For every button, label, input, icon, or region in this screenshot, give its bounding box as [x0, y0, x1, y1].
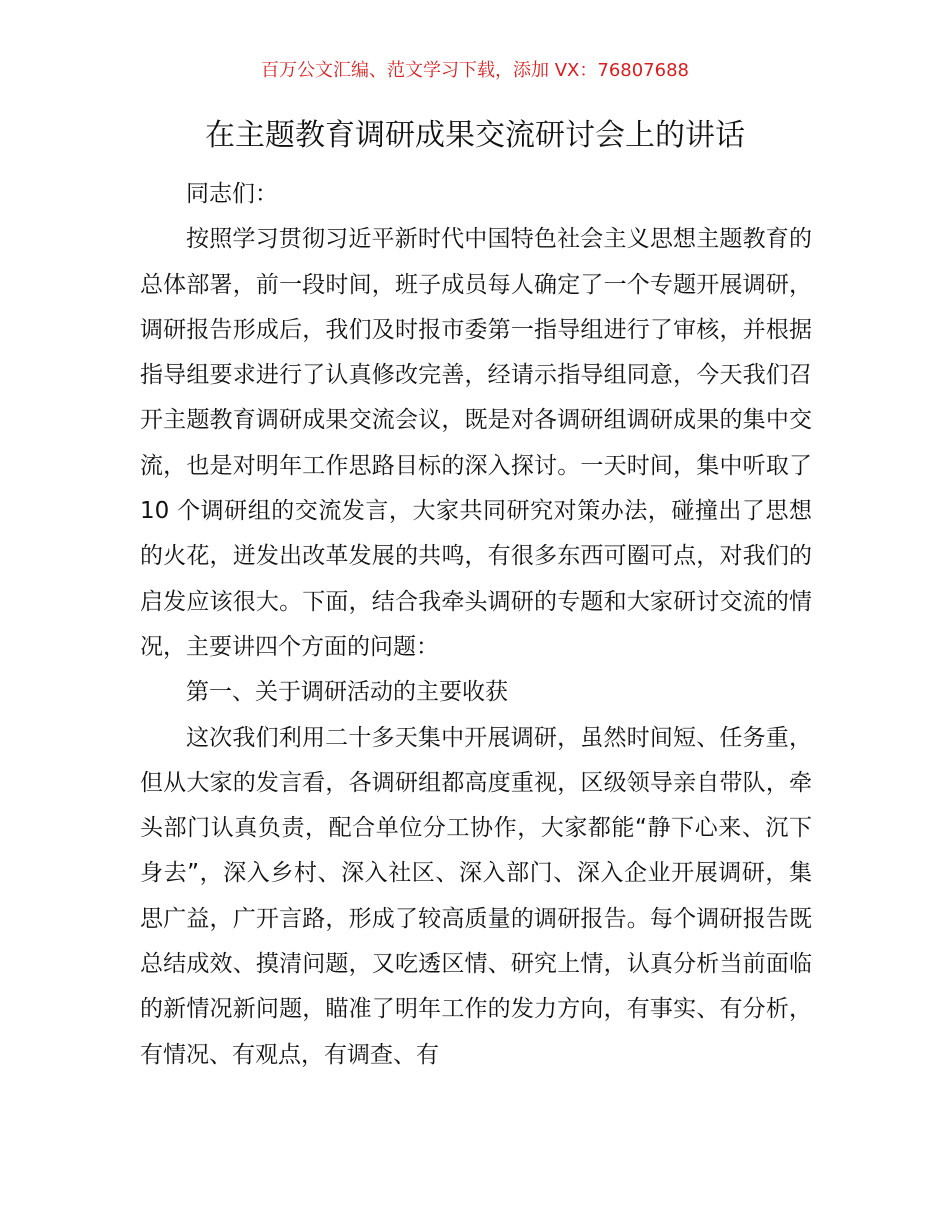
- section-heading: 第一、关于调研活动的主要收获: [186, 679, 508, 706]
- document-title: 在主题教育调研成果交流研讨会上的讲话: [205, 118, 745, 153]
- paragraph-harvest: 这次我们利用二十多天集中开展调研，虽然时间短、任务重，但从大家的发言看，各调研组都高度重视，区级领导亲自带队，牵头部门认真负责，配合单位分工协作，大家都能“静下心来、沉下身去”，深入乡村、深入社区、深入部门、深入企业开展调研，集思广益，广开言路，形成了较高质量的调研报告。每个调研报告既总结成效、摸清问题，又吃透区情、研究上情，认真分析当前面临的新情况新问题，瞄准了明年工作的发力方向，有事实、有分析，有情况、有观点，有调查、有: [140, 724, 812, 1068]
- paragraph-intro: 按照学习贯彻习近平新时代中国特色社会主义思想主题教育的总体部署，前一段时间，班子成员每人确定了一个专题开展调研，调研报告形成后，我们及时报市委第一指导组进行了审核，并根据指导组要求进行了认真修改完善，经请示指导组同意，今天我们召开主题教育调研成果交流会议，既是对各调研组调研成果的集中交流，也是对明年工作思路目标的深入探讨。一天时间，集中听取了 10 个调研组的交流发言，大家共同研究对策办法，碰撞出了思想的火花，迸发出改革发展的共鸣，有很多东西可圈可点，对我们的启发应该很大。下面，结合我牵头调研的专题和大家研讨交流的情况，主要讲四个方面的问题：: [140, 226, 812, 660]
- salutation: 同志们：: [186, 181, 278, 207]
- document-body: [140, 172, 812, 1078]
- header-banner: 百万公文汇编、范文学习下载，添加 VX：76807688: [261, 60, 689, 81]
